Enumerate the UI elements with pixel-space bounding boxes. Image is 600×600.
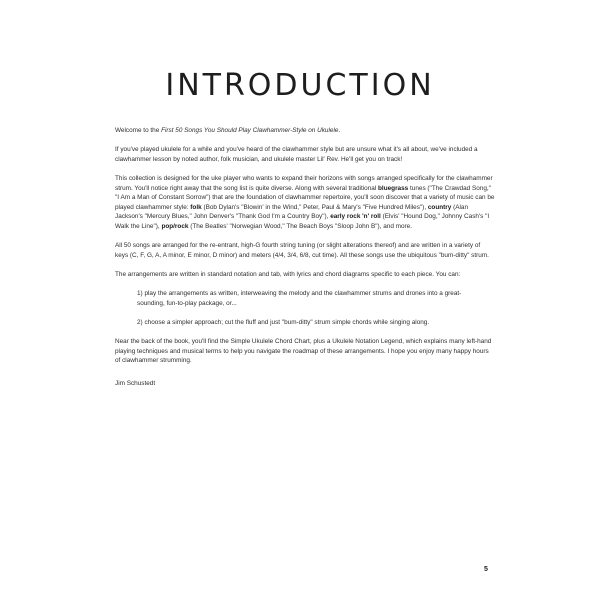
welcome-text-start: Welcome to the: [115, 127, 162, 134]
collection-text-5: (Elvis' "Hound Dog," Johnny Cash's "I Walk the Line"),: [115, 213, 490, 230]
clawhammer-lesson-paragraph: If you've played ukulele for a while and you've heard of the clawhammer style but are unsure what it's all about, we've included a clawhammer lesson by noted author, folk musician, and ukulele master Lil' Rev. He'll get you on track!: [115, 146, 478, 163]
welcome-text-end: .: [338, 127, 341, 134]
option-two: 2) choose a simpler approach; cut the fluff and just "bum-ditty" strum simple chords while singing along.: [137, 318, 430, 326]
collection-text-3: (Bob Dylan's "Blowin' in the Wind," Peter, Paul & Mary's "Five Hundred Miles"),: [201, 203, 428, 211]
tuning-paragraph: All 50 songs are arranged for the re-entrant, high-G fourth string tuning (or slight alterations thereof) and are written in a variety of keys (C, F, G, A, A minor, E minor, D minor) and meters (4/4, 3/4, 6/8, cut time). All these songs use the ubiquitous "bum-ditty" strum.: [115, 242, 489, 259]
option-one: 1) play the arrangements as written, interweaving the melody and the clawhammer strums and drones into a great-sounding, fun-to-play package, or...: [137, 290, 462, 307]
arrangements-paragraph: The arrangements are written in standard notation and tab, with lyrics and chord diagrams specific to each piece. You can:: [115, 270, 461, 278]
book-title: First 50 Songs You Should Play Clawhammer-Style on Ukulele: [161, 127, 339, 134]
genre-bluegrass: bluegrass: [378, 184, 409, 192]
collection-paragraph: [115, 174, 495, 232]
page-title: INTRODUCTION: [165, 68, 435, 103]
genre-early-rock: early rock 'n' roll: [330, 213, 381, 221]
genre-folk: folk: [190, 203, 202, 211]
collection-text-2: tunes ("The Crawdad Song," "I Am a Man of Constant Sorrow") that are the foundation of clawhammer repertoire, you'll soon discover that a variety of music can be played clawhammer style:: [115, 184, 495, 211]
collection-text-4: (Alan Jackson's "Mercury Blues," John Denver's "Thank God I'm a Country Boy"),: [115, 203, 469, 221]
collection-text-1: This collection is designed for the uke player who wants to expand their horizons with songs arranged specifically for the clawhammer strum. You'll notice right away that the song list is quite diverse. Along with several traditional: [115, 174, 493, 192]
collection-text-6: (The Beatles' "Norwegian Wood," The Beach Boys "Sloop John B"), and more.: [188, 222, 412, 230]
genre-country: country: [427, 203, 452, 211]
genre-pop-rock: pop/rock: [161, 222, 189, 230]
introduction-body: [115, 126, 495, 398]
back-of-book-paragraph: Near the back of the book, you'll find the Simple Ukulele Chord Chart, plus a Ukulele Notation Legend, which explains many left-hand playing techniques and musical terms to help you navigate the roadmap of these arrangements. I hope you enjoy many happy hours of clawhammer strumming.: [115, 338, 492, 365]
page-number: 5: [484, 566, 488, 573]
author-signature: Jim Schustedt: [115, 379, 156, 387]
welcome-paragraph: [115, 126, 495, 136]
